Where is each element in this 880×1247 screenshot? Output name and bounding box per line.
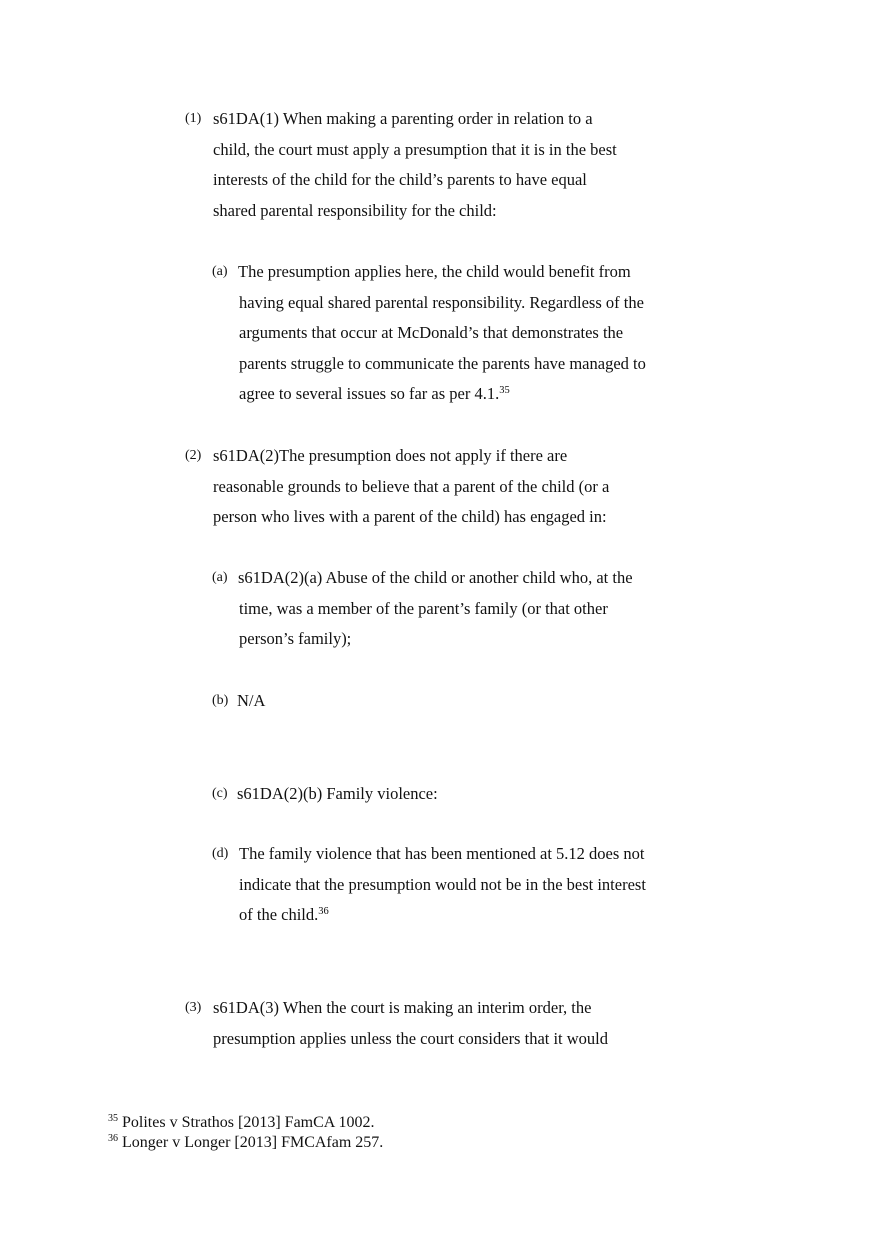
paragraph-line: person’s family); <box>239 629 352 648</box>
paragraph-line: reasonable grounds to believe that a parent of the child (or a <box>213 476 610 496</box>
paragraph-line: interests of the child for the child’s parents to have equal <box>213 170 587 189</box>
paragraph-line: N/A <box>237 691 266 710</box>
line-text: agree to several issues so far as per 4.1. <box>239 384 500 403</box>
paragraph-line: The family violence that has been mentioned at 5.12 does not <box>239 844 645 863</box>
paragraph-line: child, the court must apply a presumption that it is in the best <box>213 139 617 159</box>
paragraph-line: having equal shared parental responsibility. Regardless of the <box>239 292 644 312</box>
footnote-number: 36 <box>108 1133 118 1144</box>
paragraph-line: s61DA(2)(b) Family violence: <box>237 784 438 803</box>
paragraph-line <box>239 900 646 931</box>
subparagraph-2d <box>212 839 646 931</box>
subparagraph-marker: (b) <box>212 693 229 708</box>
paragraph-line: time, was a member of the parent’s family (or that other <box>239 598 608 618</box>
footnote-36 <box>108 1133 383 1152</box>
subparagraph-marker: (c) <box>212 786 228 801</box>
paragraph-line: shared parental responsibility for the child: <box>213 200 497 220</box>
paragraph-line: The presumption applies here, the child would benefit from <box>238 262 631 281</box>
paragraph-line: s61DA(2)(a) Abuse of the child or another child who, at the <box>238 568 633 587</box>
paragraph-line: person who lives with a parent of the child) has engaged in: <box>213 507 607 526</box>
paragraph-3 <box>185 993 609 1054</box>
footnote-ref-36[interactable]: 36 <box>318 906 329 917</box>
paragraph-line: indicate that the presumption would not be in the best interest <box>239 874 646 894</box>
paragraph-line: s61DA(1) When making a parenting order in relation to a <box>213 109 593 128</box>
subparagraph-marker: (a) <box>212 570 228 585</box>
paragraph-line: parents struggle to communicate the parents have managed to <box>239 353 646 373</box>
line-text: of the child. <box>239 905 319 924</box>
subparagraph-marker: (d) <box>212 846 229 861</box>
paragraph-line: s61DA(3) When the court is making an interim order, the <box>213 998 592 1017</box>
footnote-text: Polites v Strathos [2013] FamCA 1002. <box>122 1114 375 1131</box>
paragraph-marker: (2) <box>185 448 202 463</box>
footnote-text: Longer v Longer [2013] FMCAfam 257. <box>122 1134 384 1151</box>
footnote-number: 35 <box>108 1113 118 1124</box>
subparagraph-2b <box>212 686 266 717</box>
subparagraph-2c <box>212 779 438 810</box>
footnote-35 <box>108 1113 374 1132</box>
paragraph-line: arguments that occur at McDonald’s that demonstrates the <box>239 323 624 342</box>
subparagraph-1a <box>212 257 646 410</box>
paragraph-line <box>239 379 646 410</box>
paragraph-line: s61DA(2)The presumption does not apply if there are <box>213 446 568 465</box>
paragraph-1 <box>185 104 617 226</box>
paragraph-2 <box>185 441 610 533</box>
footnote-ref-35[interactable]: 35 <box>499 385 510 396</box>
paragraph-marker: (3) <box>185 1000 202 1015</box>
subparagraph-marker: (a) <box>212 264 228 279</box>
paragraph-marker: (1) <box>185 111 202 126</box>
paragraph-line: presumption applies unless the court considers that it would <box>213 1028 609 1048</box>
subparagraph-2a <box>212 563 633 655</box>
